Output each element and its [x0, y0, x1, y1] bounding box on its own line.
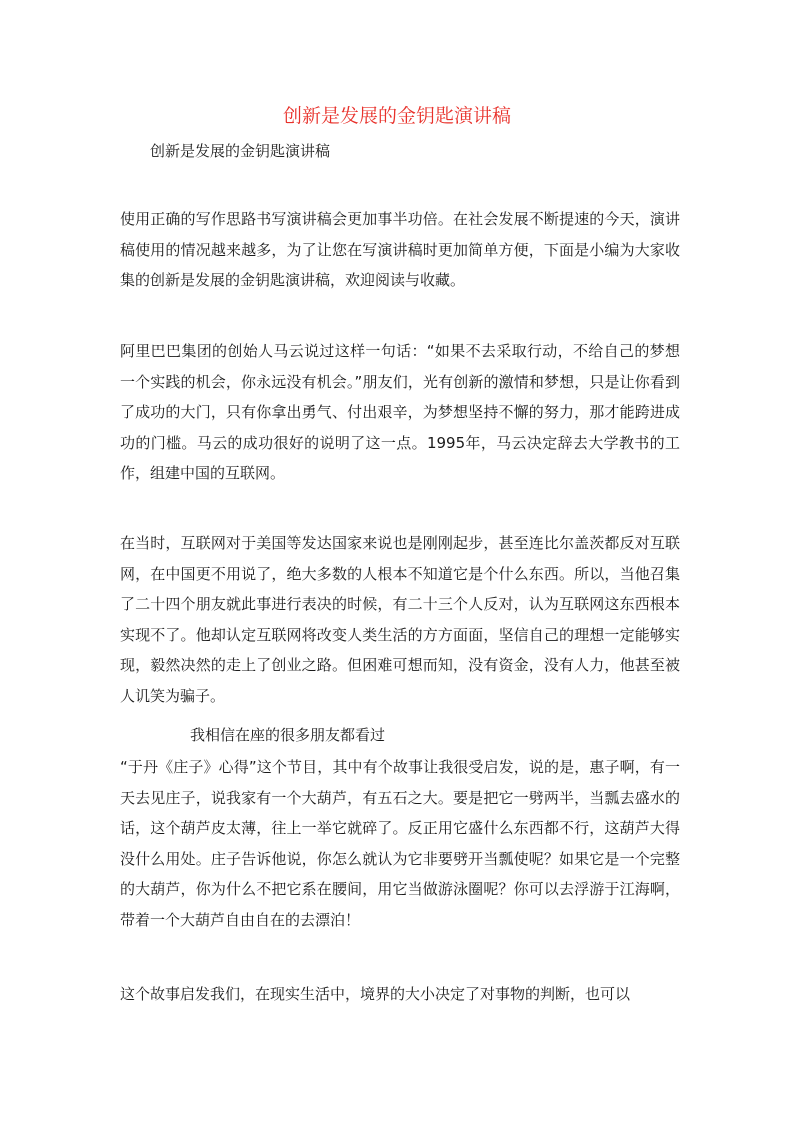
paragraph-zhuangzi-story: “于丹《庄子》心得”这个节目，其中有个故事让我很受启发，说的是，惠子啊，有一天去见庄子，说我家有一个大葫芦，有五石之大。要是把它一劈两半，当瓢去盛水的话，这个葫芦皮太薄，往上一举它就碎了。反正用它盛什么东西都不行，这葫芦大得没什么用处。庄子告诉他说，你怎么就认为它非要劈开当瓢使呢？如果它是一个完整的大葫芦，你为什么不把它系在腰间，用它当做游泳圈呢？你可以去浮游于江海啊，带着一个大葫芦自由自在的去漂泊！	[120, 758, 680, 929]
document-subtitle: 创新是发展的金钥匙演讲稿	[150, 142, 331, 160]
paragraph-intro: 使用正确的写作思路书写演讲稿会更加事半功倍。在社会发展不断提速的今天，演讲稿使用的情况越来越多，为了让您在写演讲稿时更加简单方便，下面是小编为大家收集的创新是发展的金钥匙演讲稿，欢迎阅读与收藏。	[120, 210, 680, 290]
document-title: 创新是发展的金钥匙演讲稿	[282, 105, 511, 127]
paragraph-internet-history: 在当时，互联网对于美国等发达国家来说也是刚刚起步，甚至连比尔盖茨都反对互联网，在中国更不用说了，绝大多数的人根本不知道它是个什么东西。所以，当他召集了二十四个朋友就此事进行表决的时候，有二十三个人反对，认为互联网这东西根本实现不了。他却认定互联网将改变人类生活的方方面面，坚信自己的理想一定能够实现，毅然决然的走上了创业之路。但困难可想而知，没有资金，没有人力，他甚至被人讥笑为骗子。	[120, 534, 680, 705]
paragraph-story-lesson: 这个故事启发我们，在现实生活中，境界的大小决定了对事物的判断，也可以	[120, 985, 631, 1003]
paragraph-lead-in: 我相信在座的很多朋友都看过	[190, 726, 386, 744]
paragraph-mayun-quote: 阿里巴巴集团的创始人马云说过这样一句话：“如果不去采取行动，不给自己的梦想一个实践的机会，你永远没有机会。”朋友们，光有创新的激情和梦想，只是让你看到了成功的大门，只有你拿出勇气、付出艰辛，为梦想坚持不懈的努力，那才能跨进成功的门槛。马云的成功很好的说明了这一点。1995年，马云决定辞去大学教书的工作，组建中国的互联网。	[120, 342, 680, 483]
